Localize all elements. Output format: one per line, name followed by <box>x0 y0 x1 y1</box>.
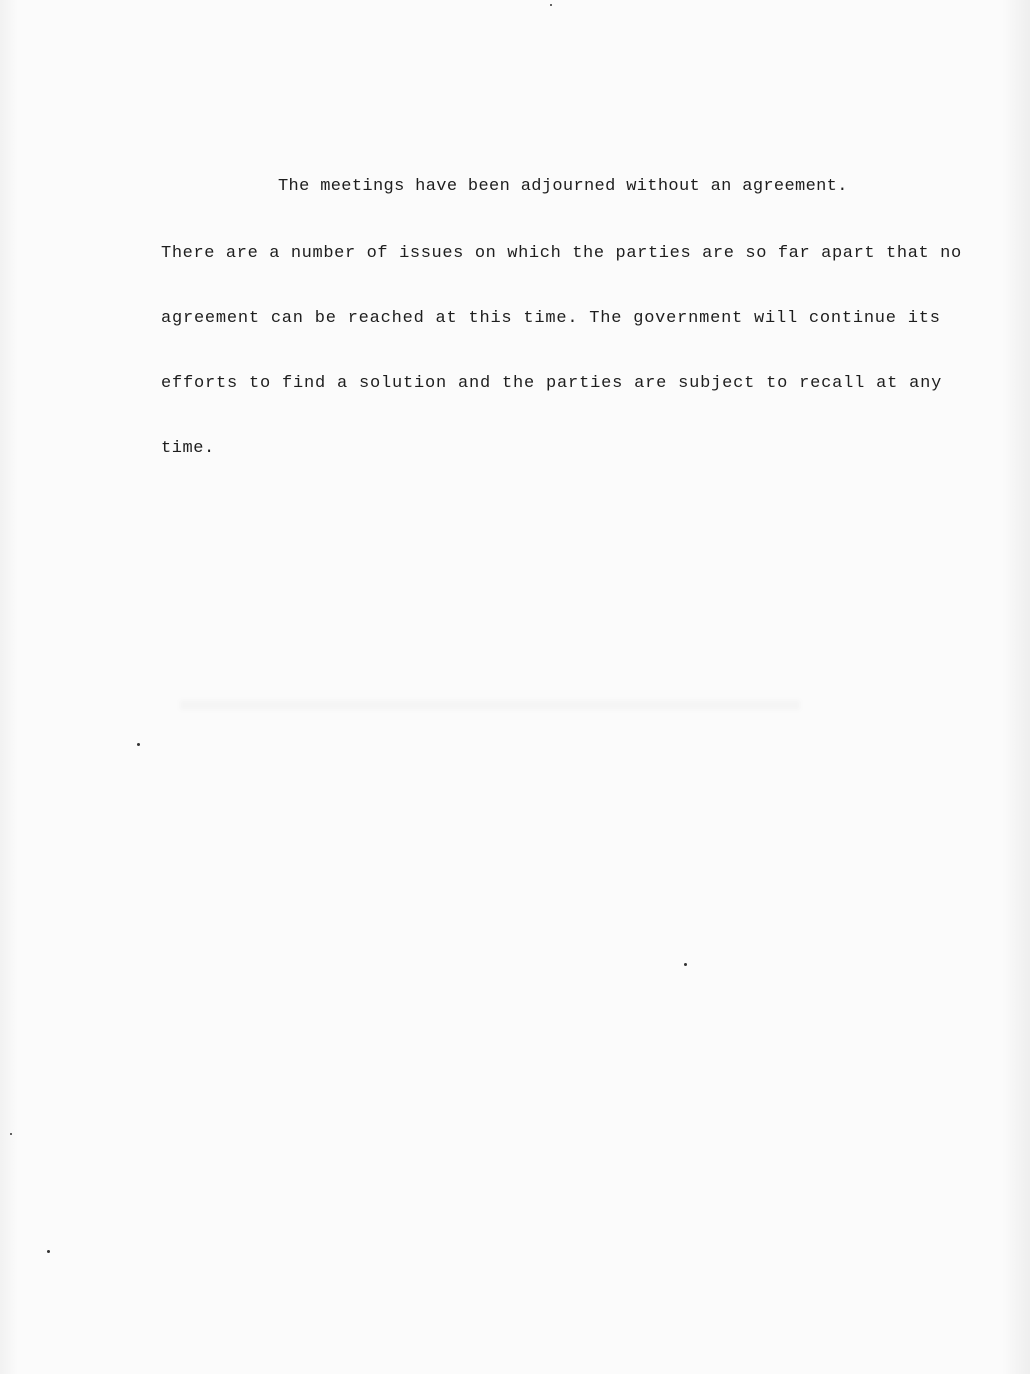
paper-edge-left <box>0 0 18 1374</box>
paper-fold-shadow <box>180 700 800 710</box>
statement-line-3: agreement can be reached at this time. The government will continue its <box>161 309 941 328</box>
paper-speck <box>47 1250 50 1253</box>
paper-speck <box>10 1133 12 1135</box>
paper-speck <box>684 963 687 966</box>
statement-line-4: efforts to find a solution and the parties are subject to recall at any <box>161 374 943 393</box>
statement-line-1: The meetings have been adjourned without an agreement. <box>278 177 848 196</box>
paper-speck <box>550 4 552 6</box>
statement-line-5: time. <box>161 439 215 458</box>
paper-speck <box>137 743 140 746</box>
statement-line-2: There are a number of issues on which the parties are so far apart that no <box>161 244 962 263</box>
paper-edge-right <box>1002 0 1030 1374</box>
